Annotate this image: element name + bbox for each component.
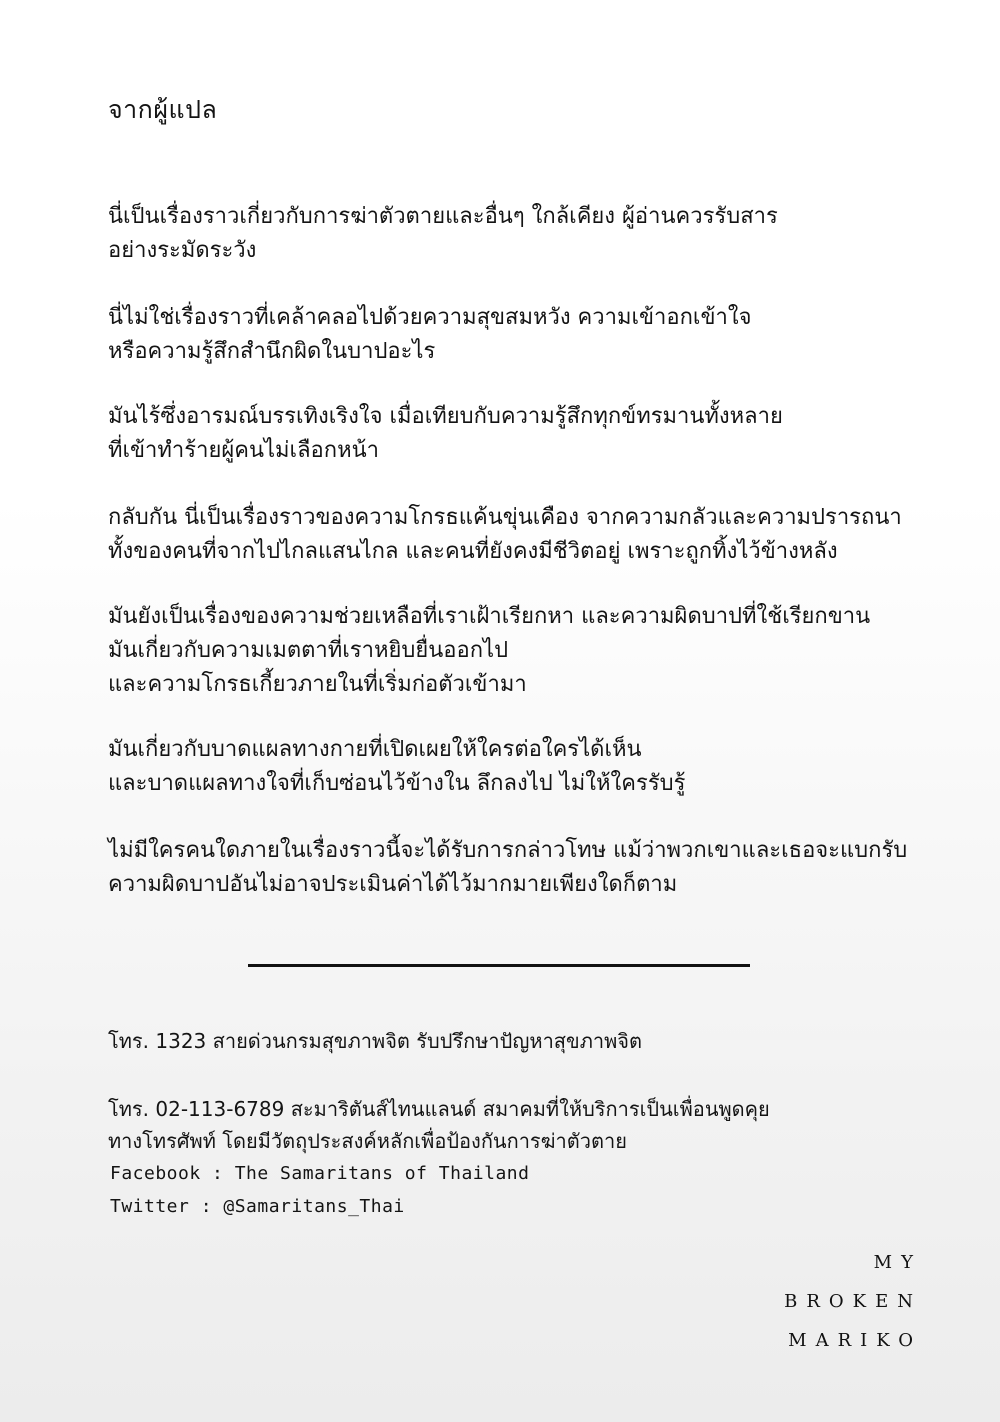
paragraph-5: [108, 600, 870, 702]
paragraph-3: [108, 400, 783, 468]
logo-word: MY: [873, 1252, 922, 1273]
paragraph-line: มันยังเป็นเรื่องของความช่วยเหลือที่เราเฝ้าเรียกหา และความผิดบาปที่ใช้เรียกขาน: [108, 604, 871, 629]
facebook-handle: Facebook : The Samaritans of Thailand: [110, 1163, 530, 1184]
hotline-line: ทางโทรศัพท์ โดยมีวัตถุประสงค์หลักเพื่อป้องกันการฆ่าตัวตาย: [108, 1129, 627, 1153]
paragraph-line: ที่เข้าทำร้ายผู้คนไม่เลือกหน้า: [108, 438, 379, 463]
paragraph-line: กลับกัน นี่เป็นเรื่องราวของความโกรธแค้นขุ่นเคือง จากความกลัวและความปรารถนา: [108, 505, 902, 530]
paragraph-line: อย่างระมัดระวัง: [108, 238, 257, 263]
hotline-line: โทร. 02-113-6789 สะมาริตันส์ไทนแลนด์ สมาคมที่ให้บริการเป็นเพื่อนพูดคุย: [108, 1097, 770, 1121]
paragraph-line: นี่เป็นเรื่องราวเกี่ยวกับการฆ่าตัวตายและอื่นๆ ใกล้เคียง ผู้อ่านควรรับสาร: [108, 204, 778, 229]
paragraph-7: [108, 834, 907, 902]
hotline-dmh: [108, 1025, 642, 1057]
paragraph-6: [108, 733, 685, 801]
paragraph-1: [108, 200, 778, 268]
logo-word: MARIKO: [788, 1330, 922, 1351]
paragraph-line: มันเกี่ยวกับบาดแผลทางกายที่เปิดเผยให้ใครต่อใครได้เห็น: [108, 737, 642, 762]
paragraph-2: [108, 301, 751, 369]
paragraph-line: นี่ไม่ใช่เรื่องราวที่เคล้าคลอไปด้วยความสุขสมหวัง ความเข้าอกเข้าใจ: [108, 305, 752, 330]
hotline-line: โทร. 1323 สายด่วนกรมสุขภาพจิต รับปรึกษาปัญหาสุขภาพจิต: [108, 1029, 642, 1053]
paragraph-line: ความผิดบาปอันไม่อาจประเมินค่าได้ไว้มากมายเพียงใดก็ตาม: [108, 872, 678, 897]
paragraph-4: [108, 501, 902, 569]
twitter-handle: Twitter : @Samaritans_Thai: [110, 1196, 405, 1217]
logo-word: BROKEN: [784, 1291, 922, 1312]
paragraph-line: หรือความรู้สึกสำนึกผิดในบาปอะไร: [108, 339, 436, 364]
paragraph-line: มันไร้ซึ่งอารมณ์บรรเทิงเริงใจ เมื่อเทียบกับความรู้สึกทุกข์ทรมานทั้งหลาย: [108, 404, 783, 429]
page-title: จากผู้แปล: [108, 95, 218, 124]
title-logo: [784, 1243, 922, 1360]
paragraph-line: ทั้งของคนที่จากไปไกลแสนไกล และคนที่ยังคงมีชีวิตอยู่ เพราะถูกทิ้งไว้ข้างหลัง: [108, 539, 838, 564]
paragraph-line: ไม่มีใครคนใดภายในเรื่องราวนี้จะได้รับการกล่าวโทษ แม้ว่าพวกเขาและเธอจะแบกรับ: [108, 838, 908, 863]
section-divider: [248, 964, 750, 967]
paragraph-line: มันเกี่ยวกับความเมตตาที่เราหยิบยื่นออกไป: [108, 638, 509, 663]
paragraph-line: และความโกรธเกี้ยวภายในที่เริ่มก่อตัวเข้ามา: [108, 672, 527, 697]
hotline-samaritans: [108, 1093, 770, 1157]
paragraph-line: และบาดแผลทางใจที่เก็บซ่อนไว้ข้างใน ลึกลงไป ไม่ให้ใครรับรู้: [108, 771, 686, 796]
